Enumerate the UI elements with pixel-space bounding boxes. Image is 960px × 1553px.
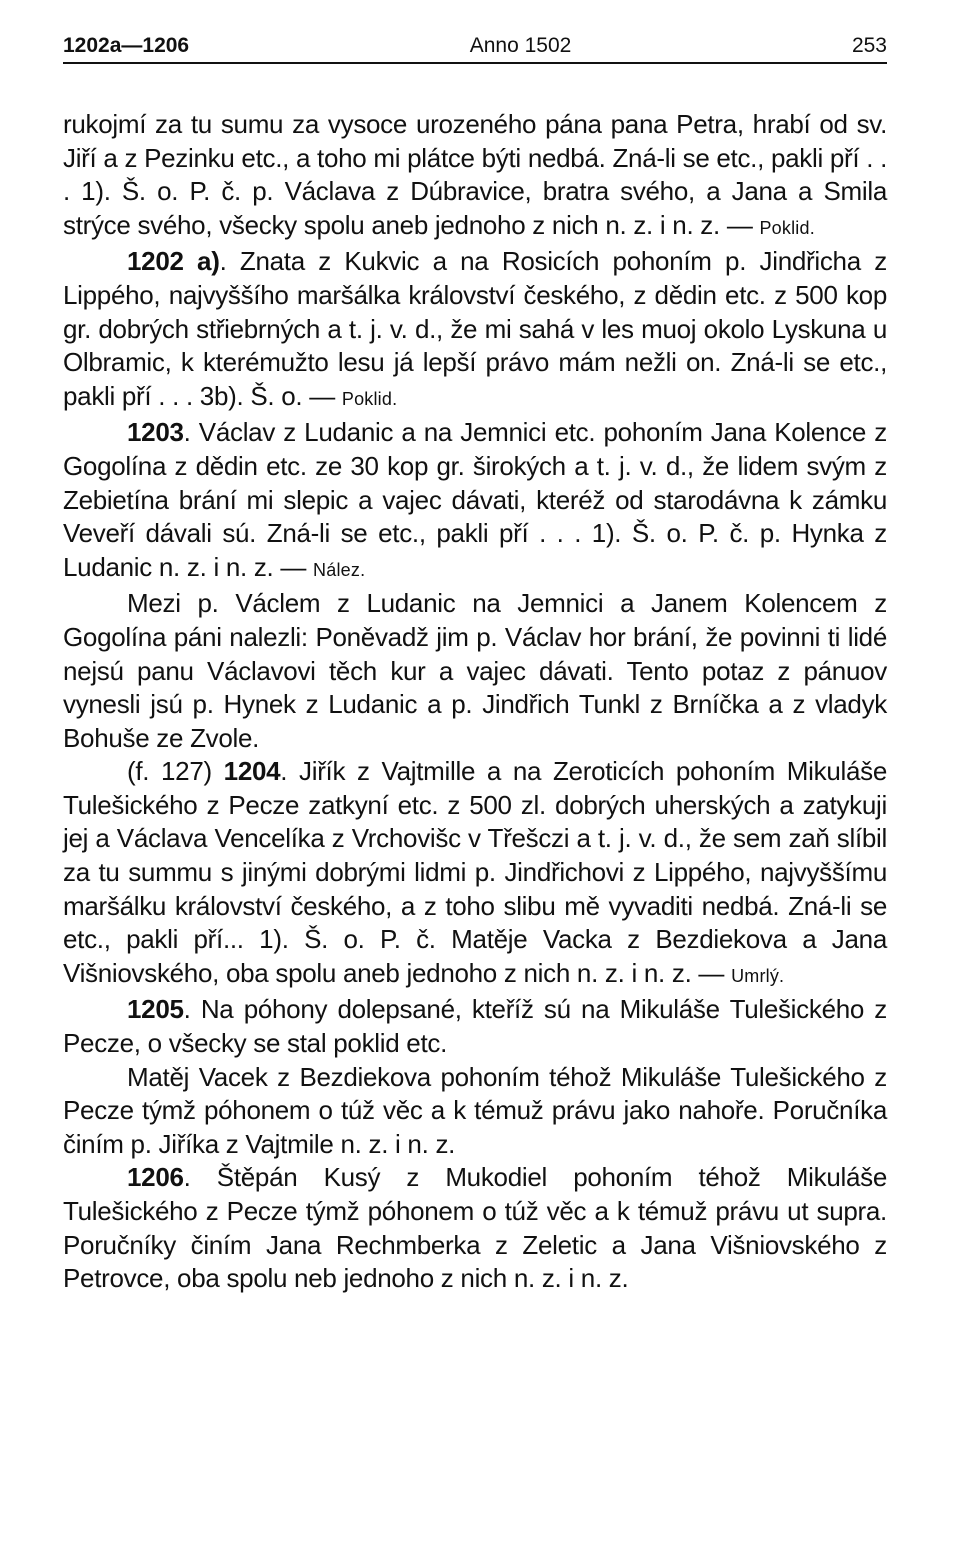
book-page [63, 34, 887, 1296]
paragraph-text: . Jiřík z Vajtmille a na Zeroticích pohoním Mikuláše Tulešického z Pecze zatkyní etc. z 500 zl. dobrých uherských a zatykuji jej a Václava Vencelíka z Vrchovišc v Třešczi a t. j. v. d., že sem zaň slíbil za tu summu s jinými dobrými lidmi p. Jindřichovi z Lippého, najvyššímu maršálku království českého, a z toho slibu mě vyvaditi nedbá. Zná-li se etc., pakli pří... 1). Š. o. P. č. Matěje Vacka z Bezdiekova a Jana Višniovského, oba spolu aneb jednoho z nich n. z. i n. z. — [63, 756, 887, 988]
entry-number: 1205 [127, 994, 184, 1025]
paragraph-7 [63, 1161, 887, 1295]
paragraph-0 [63, 108, 887, 245]
entry-number: 1203 [127, 417, 184, 448]
paragraph-4 [63, 755, 887, 993]
paragraph-3 [63, 587, 887, 755]
page-body [63, 108, 887, 1296]
paragraph-2 [63, 416, 887, 587]
paragraph-text: . Na póhony dolepsané, kteříž sú na Mikuláše Tulešického z Pecze, o všecky se stal poklid etc. [63, 994, 887, 1059]
entry-number: 1202 a) [127, 246, 220, 277]
verdict-label: Umrlý. [731, 965, 785, 986]
entry-number: 1206 [127, 1162, 184, 1193]
folio-reference: (f. 127) [127, 756, 224, 787]
page-number: 253 [851, 34, 887, 57]
paragraph-6 [63, 1061, 887, 1162]
paragraph-text: rukojmí za tu sumu za vysoce urozeného pána pana Petra, hrabí od sv. Jiří a z Pezinku etc., a toho mi plátce býti nedbá. Zná-li se etc., pakli pří . . . 1). Š. o. P. č. p. Václava z Dúbravice, bratra svého, a Jana a Smila strýce svého, všecky spolu aneb jednoho z nich n. z. i n. z. — [63, 109, 887, 240]
entry-number: 1204 [223, 756, 281, 787]
paragraph-text: . Znata z Kukvic a na Rosicích pohoním p. Jindřicha z Lippého, najvyššího maršálka království českého, z dědin etc. z 500 kop gr. dobrých střiebrných a t. j. v. d., že mi sahá v les muoj okolo Lyskuna u Olbramic, k kterémužto lesu já lepší právo mám nežli on. Zná-li se etc., pakli pří . . . 3b). Š. o. — [63, 246, 887, 411]
running-header [63, 34, 887, 64]
paragraph-text: . Štěpán Kusý z Mukodiel pohoním téhož Mikuláše Tulešického z Pecze týmž póhonem o túž věc a k témuž právu ut supra. Poručníky činím Jana Rechmberka z Zeletic a Jana Višniovského z Petrovce, oba spolu neb jednoho z nich n. z. i n. z. [63, 1162, 887, 1294]
paragraph-text: Mezi p. Václem z Ludanic na Jemnici a Janem Kolencem z Gogolína páni nalezli: Poněvadž jim p. Václav hor brání, že povinni ti lidé nejsú panu Václavovi těch kur a vajec dávati. Tento potaz z pánuov vynesli jsú p. Hynek z Ludanic a p. Jindřich Tunkl z Brníčka a z vladyk Bohuše ze Zvole. [63, 588, 887, 753]
paragraph-5 [63, 993, 887, 1060]
verdict-label: Poklid. [341, 388, 398, 409]
paragraph-text: Matěj Vacek z Bezdiekova pohoním téhož Mikuláše Tulešického z Pecze týmž póhonem o túž věc a k témuž právu jako nahoře. Poručníka činím p. Jiříka z Vajtmile n. z. i n. z. [63, 1061, 887, 1159]
paragraph-text: . Václav z Ludanic a na Jemnici etc. pohoním Jana Kolence z Gogolína z dědin etc. ze 30 kop gr. širokých a t. j. v. d., že lidem svým z Zebietína brání mi slepic a vajec dávati, kteréž od starodávna k zámku Veveří dávali sú. Zná-li se etc., pakli pří . . . 1). Š. o. P. č. p. Hynka z Ludanic n. z. i n. z. — [63, 417, 887, 582]
verdict-label: Poklid. [759, 217, 815, 238]
entry-range: 1202a—1206 [63, 34, 190, 57]
page-title: Anno 1502 [469, 34, 572, 57]
verdict-label: Nález. [313, 559, 366, 580]
paragraph-1 [63, 245, 887, 416]
